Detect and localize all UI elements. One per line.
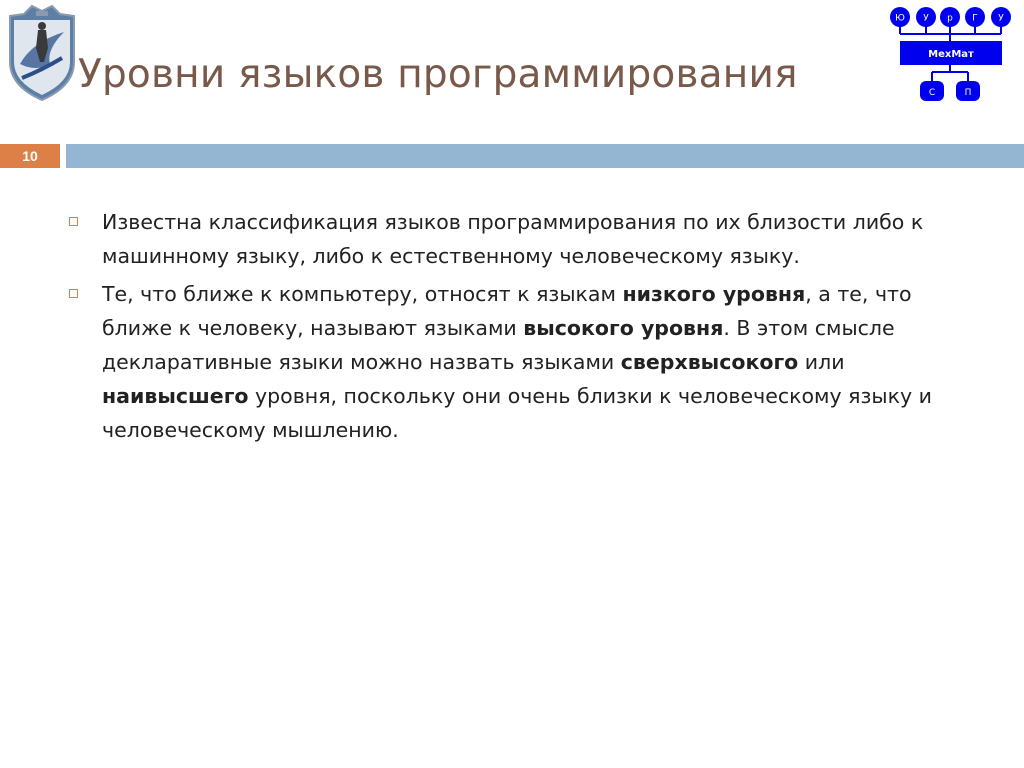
bullet-emphasis: наивысшего [102,384,249,408]
bullet-segment: уровня, поскольку они очень близки к человеческому языку и человеческому мышлению. [102,384,932,442]
bullet-item [66,205,966,273]
mechmat-letter: У [998,13,1004,24]
university-crest-icon [2,2,82,102]
slide-content [66,205,966,451]
mechmat-letter: П [964,88,972,98]
mechmat-letter: С [928,88,936,98]
bullet-segment: . В этом смысле декларативные языки можно назвать языками [102,316,895,374]
mechmat-top-nodes [890,7,1011,27]
slide-title: Уровни языков программирования [78,52,798,97]
bullet-emphasis: высокого уровня [523,316,724,340]
mechmat-logo [886,4,1018,104]
square-bullet-icon [69,289,78,298]
bullet-emphasis: сверхвысокого [620,350,799,374]
mechmat-letter: р [947,13,953,24]
mechmat-label: МехМат [928,49,974,60]
university-logo [2,2,82,102]
mechmat-letter: Г [972,13,978,24]
mechmat-bottom-nodes [920,81,980,101]
mechmat-box [900,41,1002,65]
mechmat-letter: У [923,13,929,24]
bullet-segment: Те, что ближе к компьютеру, относят к языкам [102,282,623,306]
bullet-segment: или [798,350,845,374]
slide-number: 10 [0,144,60,168]
header-band [66,144,1024,168]
bullet-item [66,277,966,447]
bullet-segment: , а те, что ближе к человеку, называют языками [102,282,912,340]
bullet-segment: Известна классификация языков программирования по их близости либо к машинному языку, либо к естественному человеческому языку. [102,210,924,268]
square-bullet-icon [69,217,78,226]
mechmat-letter: Ю [895,13,905,24]
bullet-emphasis: низкого уровня [622,282,806,306]
